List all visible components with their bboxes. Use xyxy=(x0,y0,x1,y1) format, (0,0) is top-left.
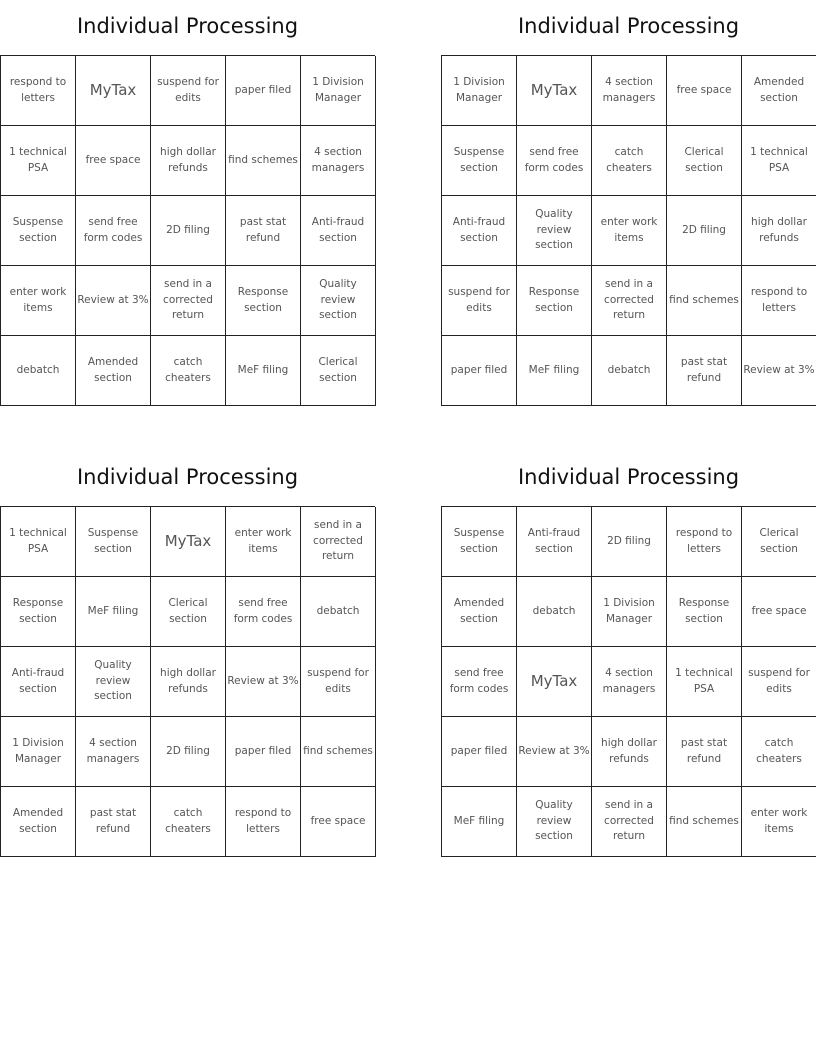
bingo-card-2 xyxy=(441,14,816,406)
bingo-card-4 xyxy=(441,465,816,857)
bingo-cell: 4 section managers xyxy=(592,56,667,126)
bingo-cell: send free form codes xyxy=(226,577,301,647)
bingo-cell: Review at 3% xyxy=(76,266,151,336)
bingo-cell: Clerical section xyxy=(667,126,742,196)
bingo-cell: 4 section managers xyxy=(76,717,151,787)
bingo-cell: suspend for edits xyxy=(301,647,376,717)
bingo-cell: 4 section managers xyxy=(592,647,667,717)
bingo-grid xyxy=(441,506,816,857)
bingo-cell: suspend for edits xyxy=(442,266,517,336)
bingo-cell: Quality review section xyxy=(76,647,151,717)
bingo-cell: debatch xyxy=(517,577,592,647)
bingo-cell: 1 technical PSA xyxy=(667,647,742,717)
bingo-cell: send free form codes xyxy=(517,126,592,196)
bingo-cell: MeF filing xyxy=(76,577,151,647)
bingo-cell: enter work items xyxy=(1,266,76,336)
card-title: Individual Processing xyxy=(517,465,740,489)
bingo-cell: send in a corrected return xyxy=(151,266,226,336)
bingo-cell: Clerical section xyxy=(151,577,226,647)
bingo-cell: suspend for edits xyxy=(151,56,226,126)
bingo-cell: high dollar refunds xyxy=(742,196,816,266)
bingo-cell: send free form codes xyxy=(76,196,151,266)
bingo-cell: Amended section xyxy=(742,56,816,126)
bingo-cell: paper filed xyxy=(226,717,301,787)
bingo-cell: Review at 3% xyxy=(226,647,301,717)
bingo-cell: paper filed xyxy=(442,336,517,406)
bingo-cell: high dollar refunds xyxy=(151,647,226,717)
bingo-cell: past stat refund xyxy=(76,787,151,857)
bingo-cell: send in a corrected return xyxy=(592,787,667,857)
bingo-cell: suspend for edits xyxy=(742,647,816,717)
bingo-cell: 2D filing xyxy=(151,196,226,266)
bingo-cell: high dollar refunds xyxy=(151,126,226,196)
bingo-cell: Response section xyxy=(1,577,76,647)
card-title: Individual Processing xyxy=(76,465,299,489)
bingo-cell: enter work items xyxy=(226,507,301,577)
bingo-cell: send in a corrected return xyxy=(301,507,376,577)
bingo-cell: MeF filing xyxy=(442,787,517,857)
bingo-cell: 1 Division Manager xyxy=(592,577,667,647)
bingo-cell: 2D filing xyxy=(592,507,667,577)
bingo-cell: MyTax xyxy=(76,56,151,126)
bingo-cell: respond to letters xyxy=(1,56,76,126)
bingo-card-1 xyxy=(0,14,375,406)
bingo-cell: Suspense section xyxy=(442,507,517,577)
bingo-cell: MyTax xyxy=(517,56,592,126)
bingo-cell: Suspense section xyxy=(76,507,151,577)
bingo-cell: Response section xyxy=(226,266,301,336)
bingo-cell: Suspense section xyxy=(442,126,517,196)
bingo-cell: Anti-fraud section xyxy=(442,196,517,266)
bingo-cell: find schemes xyxy=(667,787,742,857)
bingo-cell: MeF filing xyxy=(226,336,301,406)
bingo-cell: Clerical section xyxy=(742,507,816,577)
bingo-grid xyxy=(441,55,816,406)
bingo-cell: free space xyxy=(667,56,742,126)
bingo-cell: MeF filing xyxy=(517,336,592,406)
bingo-cell: 1 technical PSA xyxy=(1,507,76,577)
bingo-cell: free space xyxy=(742,577,816,647)
bingo-cell: 2D filing xyxy=(667,196,742,266)
bingo-cell: Response section xyxy=(517,266,592,336)
bingo-cell: Response section xyxy=(667,577,742,647)
bingo-cell: Amended section xyxy=(76,336,151,406)
bingo-cell: Suspense section xyxy=(1,196,76,266)
bingo-cell: Anti-fraud section xyxy=(301,196,376,266)
bingo-cell: enter work items xyxy=(742,787,816,857)
bingo-grid xyxy=(0,55,375,406)
bingo-cell: paper filed xyxy=(442,717,517,787)
bingo-cell: Quality review section xyxy=(517,196,592,266)
bingo-cell: debatch xyxy=(592,336,667,406)
bingo-cell: 1 technical PSA xyxy=(1,126,76,196)
bingo-cell: Quality review section xyxy=(301,266,376,336)
bingo-cell: past stat refund xyxy=(667,717,742,787)
bingo-cell: 1 Division Manager xyxy=(442,56,517,126)
bingo-cell: debatch xyxy=(1,336,76,406)
bingo-cell: find schemes xyxy=(667,266,742,336)
bingo-cell: send free form codes xyxy=(442,647,517,717)
bingo-cell: Anti-fraud section xyxy=(517,507,592,577)
card-title: Individual Processing xyxy=(517,14,740,38)
bingo-cell: 1 Division Manager xyxy=(301,56,376,126)
bingo-card-3 xyxy=(0,465,375,857)
bingo-cell: 4 section managers xyxy=(301,126,376,196)
bingo-cell: high dollar refunds xyxy=(592,717,667,787)
bingo-cell: find schemes xyxy=(301,717,376,787)
bingo-cell: past stat refund xyxy=(667,336,742,406)
bingo-cell: respond to letters xyxy=(226,787,301,857)
bingo-grid xyxy=(0,506,375,857)
bingo-cell: find schemes xyxy=(226,126,301,196)
bingo-cell: MyTax xyxy=(517,647,592,717)
bingo-cell: MyTax xyxy=(151,507,226,577)
bingo-cell: Clerical section xyxy=(301,336,376,406)
bingo-cell: Amended section xyxy=(1,787,76,857)
bingo-cell: paper filed xyxy=(226,56,301,126)
bingo-cell: respond to letters xyxy=(742,266,816,336)
bingo-cell: enter work items xyxy=(592,196,667,266)
bingo-cell: catch cheaters xyxy=(742,717,816,787)
bingo-cell: 1 Division Manager xyxy=(1,717,76,787)
bingo-cell: catch cheaters xyxy=(592,126,667,196)
bingo-cell: Quality review section xyxy=(517,787,592,857)
bingo-cell: Review at 3% xyxy=(517,717,592,787)
bingo-cell: 2D filing xyxy=(151,717,226,787)
bingo-cell: send in a corrected return xyxy=(592,266,667,336)
bingo-cell: Amended section xyxy=(442,577,517,647)
bingo-cell: Review at 3% xyxy=(742,336,816,406)
bingo-cell: catch cheaters xyxy=(151,336,226,406)
bingo-cell: Anti-fraud section xyxy=(1,647,76,717)
bingo-cell: 1 technical PSA xyxy=(742,126,816,196)
bingo-cell: free space xyxy=(76,126,151,196)
card-title: Individual Processing xyxy=(76,14,299,38)
bingo-cell: past stat refund xyxy=(226,196,301,266)
bingo-cell: respond to letters xyxy=(667,507,742,577)
bingo-cell: catch cheaters xyxy=(151,787,226,857)
bingo-cell: debatch xyxy=(301,577,376,647)
bingo-cell: free space xyxy=(301,787,376,857)
